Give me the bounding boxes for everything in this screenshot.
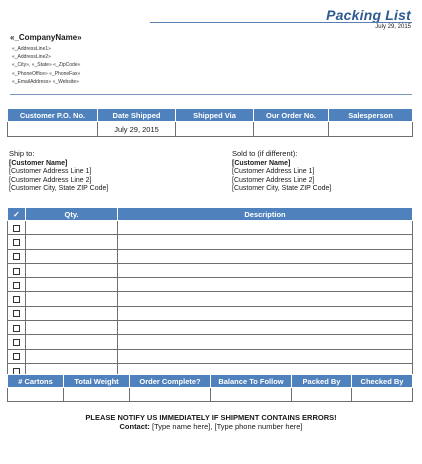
item-checkbox[interactable] [13, 325, 20, 332]
col-shipped-via: Shipped Via [176, 109, 254, 122]
col-qty: Qty. [26, 208, 118, 221]
contact-label: Contact: [119, 422, 150, 431]
item-checkbox[interactable] [13, 339, 20, 346]
item-checkbox-cell [8, 292, 26, 306]
salesperson-cell[interactable] [329, 122, 413, 137]
sold-to-line1[interactable]: [Customer Address Line 1] [232, 168, 315, 176]
document-title: Packing List [326, 7, 411, 23]
company-address-block [12, 45, 80, 86]
item-checkbox[interactable] [13, 282, 20, 289]
balance-to-follow-cell[interactable] [211, 388, 292, 402]
item-description-cell[interactable] [118, 221, 413, 235]
item-checkbox[interactable] [13, 296, 20, 303]
item-row [8, 235, 413, 249]
ship-to-line2[interactable]: [Customer Address Line 2] [9, 176, 92, 184]
ship-to-name[interactable]: [Customer Name] [9, 159, 68, 167]
item-description-cell[interactable] [118, 292, 413, 306]
item-description-cell[interactable] [118, 349, 413, 363]
company-city-state-zip[interactable]: «_City», «_State» «_ZipCode» [12, 62, 81, 69]
item-qty-cell[interactable] [26, 263, 118, 277]
company-address-line[interactable]: «_AddressLine1» [12, 46, 51, 52]
total-weight-cell[interactable] [64, 388, 130, 402]
col-salesperson: Salesperson [329, 109, 413, 122]
contact-value[interactable]: [Type name here], [Type phone number here] [149, 422, 303, 431]
item-qty-cell[interactable] [26, 292, 118, 306]
col-checked-by: Checked By [352, 375, 413, 388]
order-header-row [8, 109, 413, 122]
items-header-row [8, 208, 413, 221]
item-qty-cell[interactable] [26, 221, 118, 235]
shipment-summary-table [7, 374, 413, 402]
col-packed-by: Packed By [292, 375, 352, 388]
item-row [8, 278, 413, 292]
item-row [8, 349, 413, 363]
company-email-website[interactable]: «_EmailAddress» «_Website» [12, 78, 79, 85]
item-checkbox[interactable] [13, 268, 20, 275]
ship-to-line1[interactable]: [Customer Address Line 1] [9, 168, 92, 176]
checked-by-cell[interactable] [352, 388, 413, 402]
item-qty-cell[interactable] [26, 335, 118, 349]
ship-to-block [9, 150, 108, 194]
item-row [8, 321, 413, 335]
sold-to-name[interactable]: [Customer Name] [232, 159, 291, 167]
item-checkbox-cell [8, 321, 26, 335]
item-checkbox-cell [8, 249, 26, 263]
sold-to-line3[interactable]: [Customer City, State ZIP Code] [232, 185, 332, 193]
item-row [8, 249, 413, 263]
shipped-via-cell[interactable] [176, 122, 254, 137]
item-checkbox[interactable] [13, 253, 20, 260]
item-qty-cell[interactable] [26, 321, 118, 335]
item-row [8, 292, 413, 306]
item-row [8, 335, 413, 349]
item-description-cell[interactable] [118, 306, 413, 320]
col-our-order-no: Our Order No. [254, 109, 329, 122]
item-description-cell[interactable] [118, 263, 413, 277]
item-checkbox[interactable] [13, 310, 20, 317]
sold-to-heading: Sold to (if different): [232, 149, 298, 158]
sold-to-block [232, 150, 331, 194]
contact-line [0, 422, 422, 431]
check-column-icon: ✓ [8, 208, 26, 221]
document-date: July 29, 2015 [375, 24, 411, 30]
item-description-cell[interactable] [118, 249, 413, 263]
title-underline [150, 22, 412, 23]
item-checkbox[interactable] [13, 225, 20, 232]
item-checkbox-cell [8, 263, 26, 277]
ship-to-line3[interactable]: [Customer City, State ZIP Code] [9, 185, 109, 193]
item-checkbox-cell [8, 349, 26, 363]
item-qty-cell[interactable] [26, 306, 118, 320]
order-header-table [7, 108, 413, 137]
item-description-cell[interactable] [118, 321, 413, 335]
col-order-complete: Order Complete? [130, 375, 211, 388]
col-customer-po: Customer P.O. No. [8, 109, 98, 122]
item-checkbox-cell [8, 221, 26, 235]
ship-to-heading: Ship to: [9, 149, 35, 158]
item-row [8, 306, 413, 320]
item-qty-cell[interactable] [26, 349, 118, 363]
item-description-cell[interactable] [118, 335, 413, 349]
our-order-no-cell[interactable] [254, 122, 329, 137]
error-notice: PLEASE NOTIFY US IMMEDIATELY IF SHIPMENT CONTAINS ERRORS! [85, 413, 337, 422]
company-address-line[interactable]: «_AddressLine2» [12, 54, 51, 61]
col-date-shipped: Date Shipped [98, 109, 176, 122]
order-values-row [8, 122, 413, 137]
customer-po-cell[interactable] [8, 122, 98, 137]
summary-values-row [8, 388, 413, 402]
item-qty-cell[interactable] [26, 249, 118, 263]
items-body [8, 221, 413, 378]
col-cartons: # Cartons [8, 375, 64, 388]
item-qty-cell[interactable] [26, 235, 118, 249]
item-row [8, 221, 413, 235]
section-divider [10, 94, 412, 95]
item-description-cell[interactable] [118, 235, 413, 249]
summary-header-row [8, 375, 413, 388]
item-checkbox[interactable] [13, 239, 20, 246]
col-balance-to-follow: Balance To Follow [211, 375, 292, 388]
packed-by-cell[interactable] [292, 388, 352, 402]
item-checkbox[interactable] [13, 353, 20, 360]
col-total-weight: Total Weight [64, 375, 130, 388]
item-qty-cell[interactable] [26, 278, 118, 292]
company-name[interactable]: «_CompanyName» [10, 33, 82, 42]
item-checkbox-cell [8, 306, 26, 320]
company-phone-fax[interactable]: «_PhoneOffice» «_PhoneFax» [12, 70, 81, 77]
item-checkbox-cell [8, 235, 26, 249]
col-description: Description [118, 208, 413, 221]
item-description-cell[interactable] [118, 278, 413, 292]
item-checkbox-cell [8, 335, 26, 349]
cartons-cell[interactable] [8, 388, 64, 402]
items-table [7, 207, 413, 378]
item-row [8, 263, 413, 277]
sold-to-line2[interactable]: [Customer Address Line 2] [232, 176, 315, 184]
item-checkbox-cell [8, 278, 26, 292]
date-shipped-cell[interactable]: July 29, 2015 [98, 122, 176, 137]
order-complete-cell[interactable] [130, 388, 211, 402]
